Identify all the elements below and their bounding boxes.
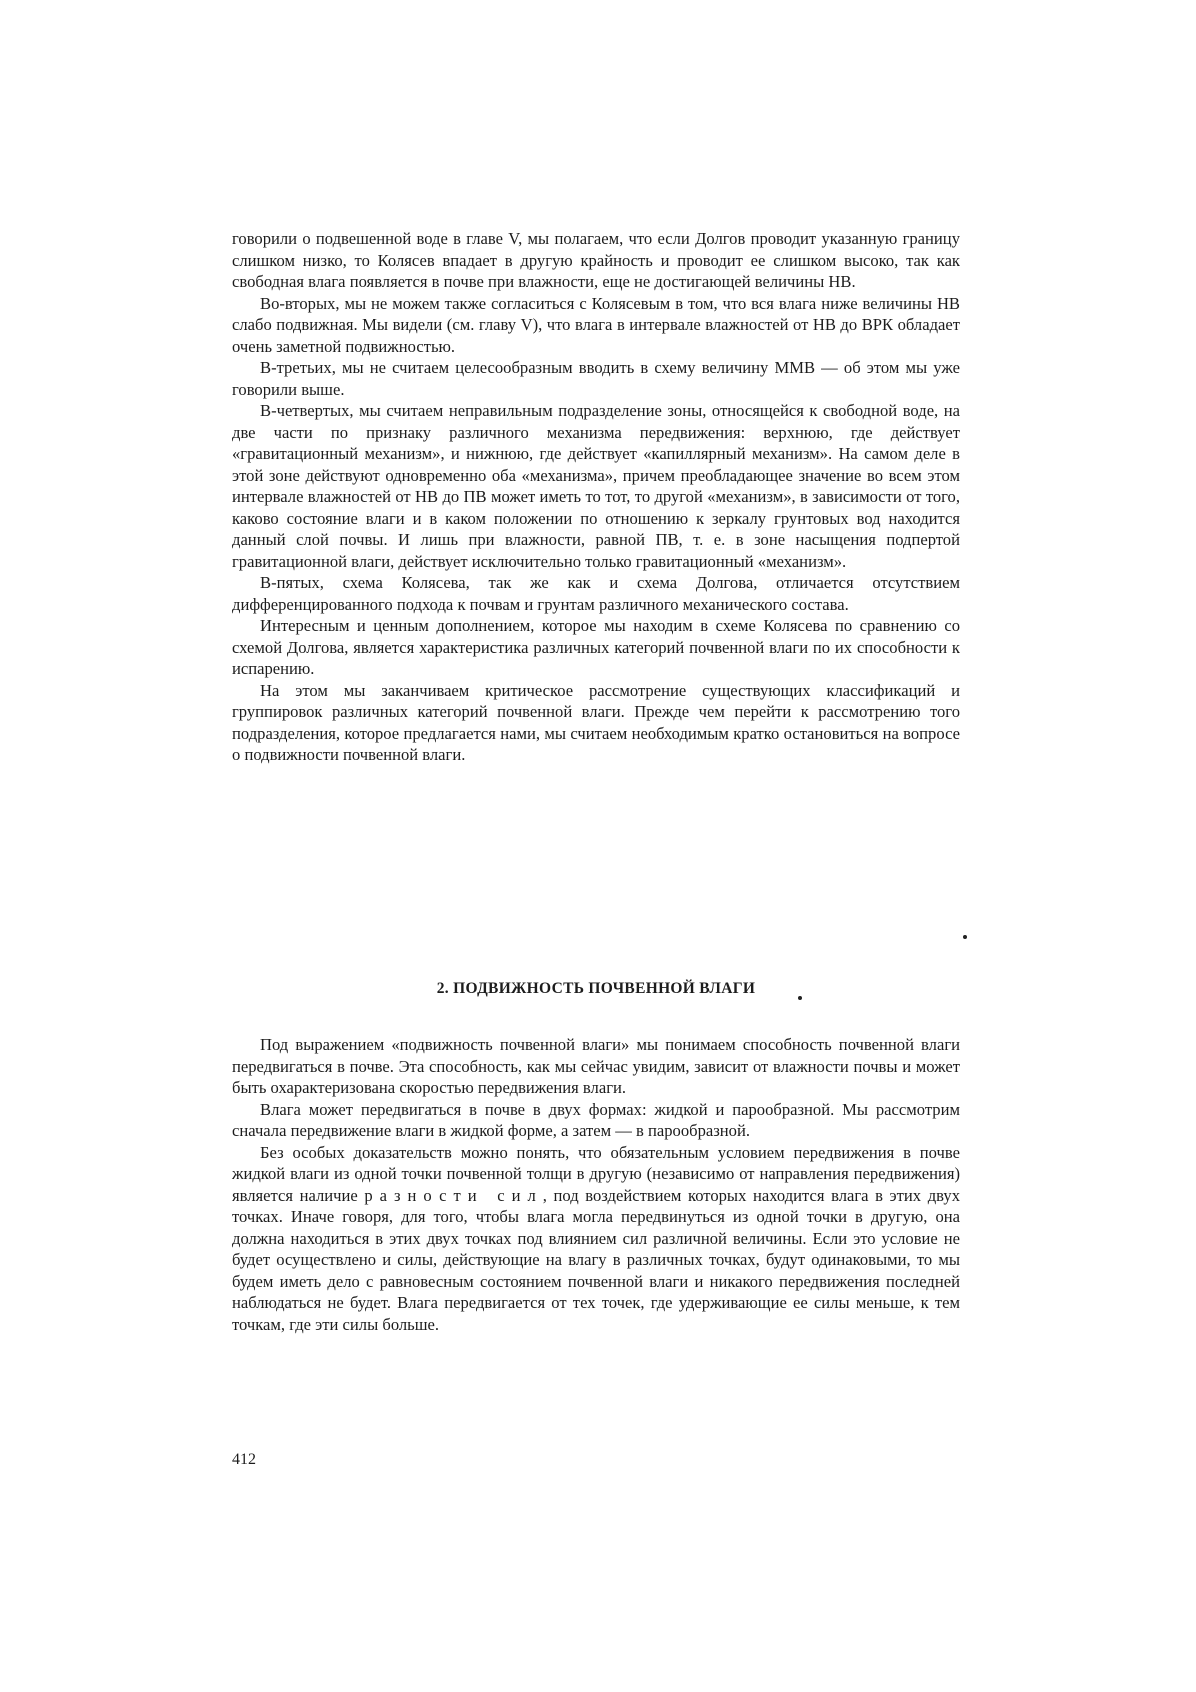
paragraph-conclusion: На этом мы заканчиваем критическое рассмотрение существующих классификаций и группировок различных категорий почвенной влаги. Прежде чем перейти к рассмотрению того подразделения, которое предлагается нами, мы считаем необходимым кратко остановиться на вопросе о подвижности почвенной влаги.: [232, 680, 960, 764]
lower-text-block: [232, 1034, 960, 1335]
paragraph-forms: Влага может передвигаться в почве в двух формах: жидкой и парообразной. Мы рассмотрим сначала передвижение влаги в жидкой форме, а затем — в парообразной.: [232, 1099, 960, 1140]
paragraph-continuation: говорили о подвешенной воде в главе V, мы полагаем, что если Долгов проводит указанную границу слишком низко, то Колясев впадает в другую крайность и проводит ее слишком высоко, так как свободная влага появляется в почве при влажности, еще не достигающей величины НВ.: [232, 229, 960, 291]
section-heading: 2. ПОДВИЖНОСТЬ ПОЧВЕННОЙ ВЛАГИ: [436, 980, 756, 997]
paragraph-addition: Интересным и ценным дополнением, которое мы находим в схеме Колясева по сравнению со схемой Долгова, является характеристика различных категорий почвенной влаги по их способности к испарению.: [232, 616, 960, 678]
upper-text-block: [232, 228, 960, 766]
paragraph-fourth-point: В-четвертых, мы считаем неправильным подразделение зоны, относящейся к свободной воде, на две части по признаку различного механизма передвижения: верхнюю, где действует «гравитационный механизм», и нижнюю, где действует «капиллярный механизм». На самом деле в этой зоне действуют одновременно оба «механизма», причем преобладающее значение во всем этом интервале влажностей от НВ до ПВ может иметь то тот, то другой «механизм», в зависимости от того, каково состояние влаги и в каком положении по отношению к зеркалу грунтовых вод находится данный слой почвы. И лишь при влажности, равной ПВ, т. е. в зоне насыщения подпертой гравитационной влаги, действует исключительно только гравитационный «механизм».: [232, 401, 960, 571]
paragraph-force-difference: [232, 1142, 960, 1336]
paragraph-fifth-point: В-пятых, схема Колясева, так же как и схема Долгова, отличается отсутствием дифференцированного подхода к почвам и грунтам различного механического состава.: [232, 573, 960, 614]
paragraph-second-point: Во-вторых, мы не можем также согласиться с Колясевым в том, что вся влага ниже величины НВ слабо подвижная. Мы видели (см. главу V), что влага в интервале влажностей от НВ до ВРК обладает очень заметной подвижностью.: [232, 293, 960, 356]
paragraph-definition: Под выражением «подвижность почвенной влаги» мы понимаем способность почвенной влаги передвигаться в почве. Эта способность, как мы сейчас увидим, зависит от влажности почвы и может быть охарактеризована скоростью передвижения влаги.: [232, 1035, 960, 1097]
emphasized-term: разности сил: [364, 1185, 543, 1205]
page-number: 412: [232, 1451, 256, 1468]
force-text-after: , под воздействием которых находится влага в этих двух точках. Иначе говоря, для того, чтобы влага могла передвинуться из одной точки в другую, она должна находиться в этих двух точках под влиянием сил различной величины. Если это условие не будет осуществлено и силы, действующие на влагу в различных точках, будут одинаковыми, то мы будем иметь дело с равновесным состоянием почвенной влаги и никакого передвижения последней наблюдаться не будет. Влага передвигается от тех точек, где удерживающие ее силы меньше, к тем точкам, где эти силы больше.: [232, 1185, 961, 1334]
paragraph-third-point: В-третьих, мы не считаем целесообразным вводить в схему величину ММВ — об этом мы уже говорили выше.: [232, 358, 960, 399]
scan-speck: [798, 996, 802, 1000]
force-text-before: Без особых доказательств можно понять, что обязательным условием передвижения в почве жидкой влаги из одной точки почвенной толщи в другую (независимо от направления передвижения) является наличие: [232, 1142, 960, 1205]
scan-speck: [963, 935, 967, 939]
